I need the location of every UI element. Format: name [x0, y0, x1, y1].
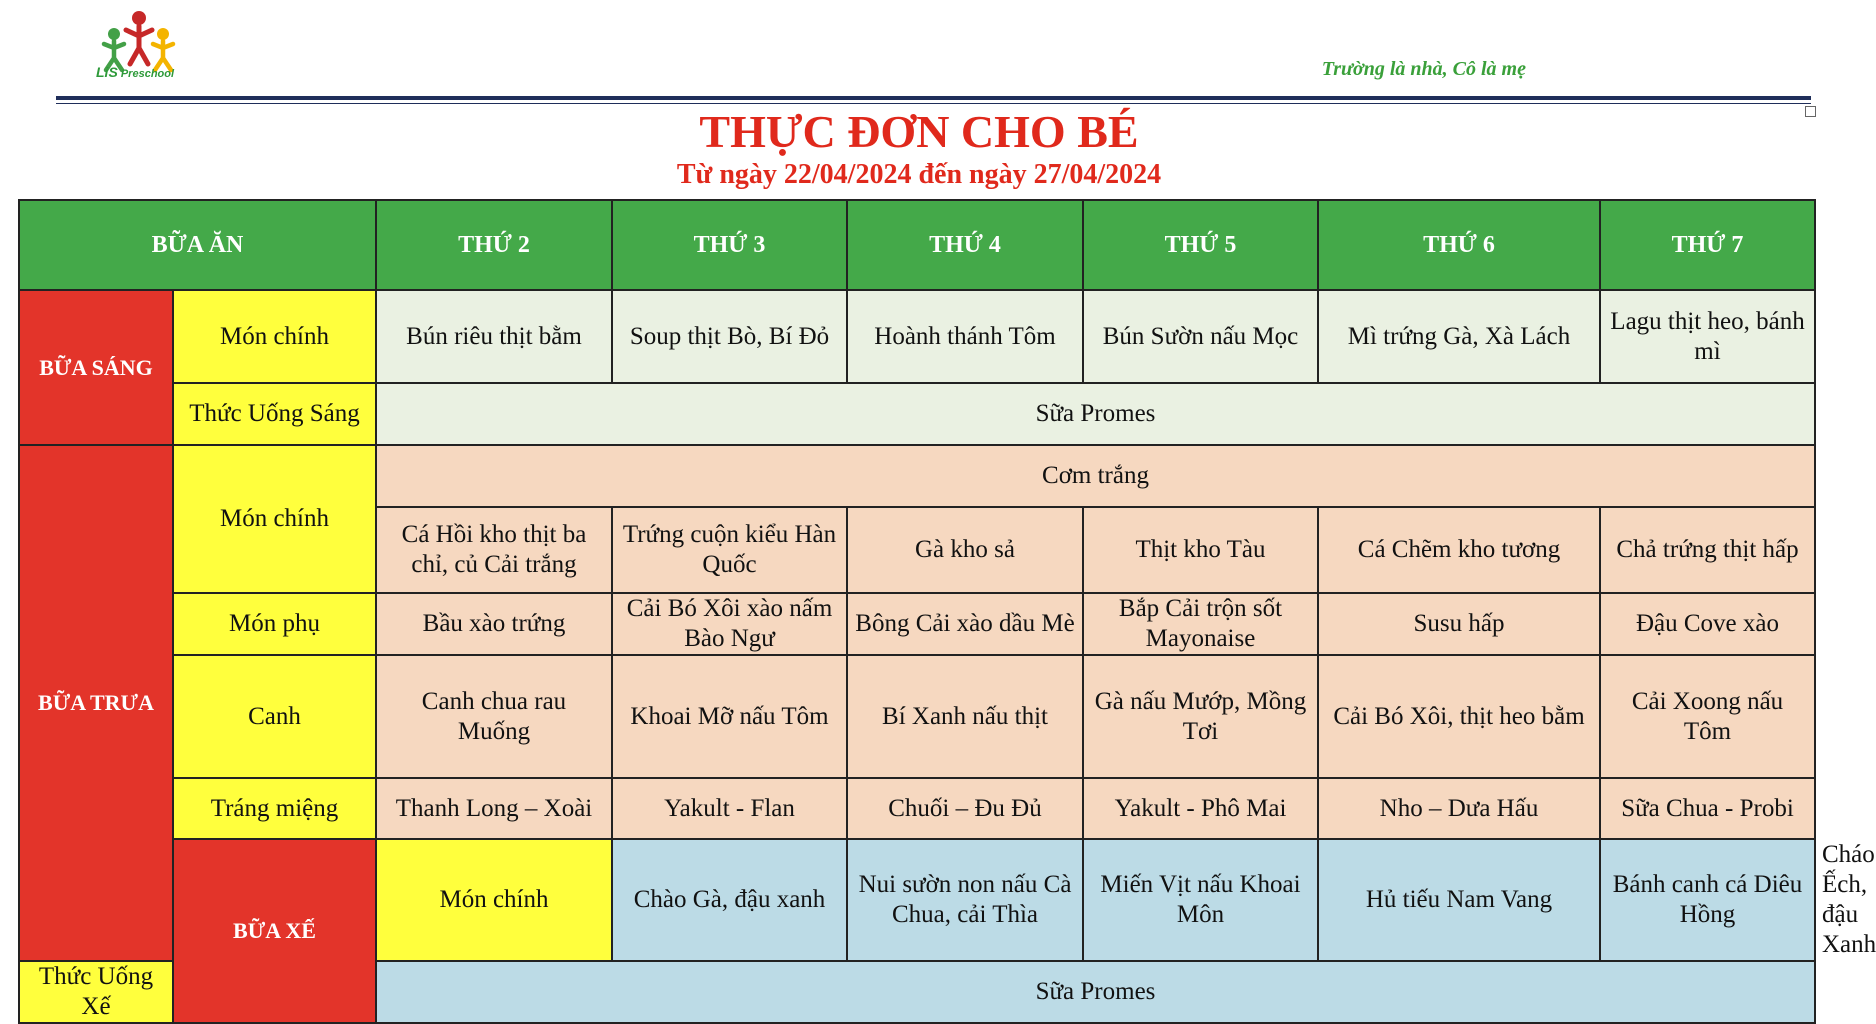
header-day: THỨ 4 — [847, 200, 1083, 290]
header-day: THỨ 7 — [1600, 200, 1815, 290]
menu-cell-merged: Sữa Promes — [376, 961, 1815, 1023]
menu-cell: Khoai Mỡ nấu Tôm — [612, 655, 847, 778]
category-label: Món chính — [173, 290, 376, 383]
header-rule-thin — [56, 103, 1811, 104]
menu-cell: Mì trứng Gà, Xà Lách — [1318, 290, 1600, 383]
logo-text: LiS Preschool — [96, 64, 175, 80]
menu-cell: Chào Gà, đậu xanh — [612, 839, 847, 961]
table-row — [19, 655, 1815, 778]
menu-cell: Bí Xanh nấu thịt — [847, 655, 1083, 778]
meal-label-breakfast: BỮA SÁNG — [19, 290, 173, 445]
menu-cell: Thanh Long – Xoài — [376, 778, 612, 839]
menu-cell: Lagu thịt heo, bánh mì — [1600, 290, 1815, 383]
menu-cell: Hủ tiếu Nam Vang — [1318, 839, 1600, 961]
menu-cell: Hoành thánh Tôm — [847, 290, 1083, 383]
menu-cell: Cải Xoong nấu Tôm — [1600, 655, 1815, 778]
menu-cell: Bông Cải xào dầu Mè — [847, 593, 1083, 655]
menu-cell: Trứng cuộn kiểu Hàn Quốc — [612, 507, 847, 593]
menu-cell: Canh chua rau Muống — [376, 655, 612, 778]
menu-cell: Gà nấu Mướp, Mồng Tơi — [1083, 655, 1318, 778]
header-day: THỨ 3 — [612, 200, 847, 290]
table-row — [19, 445, 1815, 507]
header-day: THỨ 5 — [1083, 200, 1318, 290]
menu-cell: Đậu Cove xào — [1600, 593, 1815, 655]
table-row — [19, 593, 1815, 655]
header-day: THỨ 6 — [1318, 200, 1600, 290]
menu-cell: Thịt kho Tàu — [1083, 507, 1318, 593]
category-label: Tráng miệng — [173, 778, 376, 839]
category-label: Món phụ — [173, 593, 376, 655]
header-rule — [56, 96, 1811, 100]
meal-label-lunch: BỮA TRƯA — [19, 445, 173, 961]
menu-cell: Bún Sườn nấu Mọc — [1083, 290, 1318, 383]
header-meal: BỮA ĂN — [19, 200, 376, 290]
menu-cell: Bắp Cải trộn sốt Mayonaise — [1083, 593, 1318, 655]
menu-cell: Cá Hồi kho thịt ba chỉ, củ Cải trắng — [376, 507, 612, 593]
menu-cell-merged: Sữa Promes — [376, 383, 1815, 445]
page-subtitle: Từ ngày 22/04/2024 đến ngày 27/04/2024 — [676, 159, 1162, 190]
menu-cell: Chả trứng thịt hấp — [1600, 507, 1815, 593]
menu-cell: Susu hấp — [1318, 593, 1600, 655]
menu-cell: Cá Chẽm kho tương — [1318, 507, 1600, 593]
menu-cell-merged: Cơm trắng — [376, 445, 1815, 507]
meal-label-snack: BỮA XẾ — [173, 839, 376, 1023]
menu-cell: Nui sườn non nấu Cà Chua, cải Thìa — [847, 839, 1083, 961]
category-label: Món chính — [376, 839, 612, 961]
menu-cell: Bún riêu thịt bằm — [376, 290, 612, 383]
menu-cell: Cải Bó Xôi, thịt heo bằm — [1318, 655, 1600, 778]
category-label: Món chính — [173, 445, 376, 593]
table-row — [19, 290, 1815, 383]
slogan: Trường là nhà, Cô là mẹ — [1321, 58, 1526, 80]
menu-cell: Nho – Dưa Hấu — [1318, 778, 1600, 839]
table-row — [19, 383, 1815, 445]
category-label: Canh — [173, 655, 376, 778]
menu-cell: Miến Vịt nấu Khoai Môn — [1083, 839, 1318, 961]
menu-cell: Soup thịt Bò, Bí Đỏ — [612, 290, 847, 383]
category-label: Thức Uống Xế — [19, 961, 173, 1023]
menu-cell: Bầu xào trứng — [376, 593, 612, 655]
page-title: THỰC ĐƠN CHO BÉ — [699, 106, 1139, 157]
table-row: BỮA XẾ Món chính Chào Gà, đậu xanh Nui sườn non nấu Cà Chua, cải Thìa Miến Vịt nấu Khoai Môn Hủ tiếu Nam Vang Bánh canh cá Diêu Hồng Cháo Ếch, đậu Xanh — [19, 839, 1815, 961]
menu-cell: Gà kho sả — [847, 507, 1083, 593]
menu-cell: Sữa Chua - Probi — [1600, 778, 1815, 839]
menu-cell: Yakult - Phô Mai — [1083, 778, 1318, 839]
menu-cell: Bánh canh cá Diêu Hồng — [1600, 839, 1815, 961]
menu-cell: Yakult - Flan — [612, 778, 847, 839]
category-label: Thức Uống Sáng — [173, 383, 376, 445]
menu-cell: Cải Bó Xôi xào nấm Bào Ngư — [612, 593, 847, 655]
table-row — [19, 778, 1815, 839]
menu-cell: Chuối – Đu Đủ — [847, 778, 1083, 839]
table-header-row — [19, 200, 1815, 290]
menu-table — [18, 199, 1876, 1024]
header-day: THỨ 2 — [376, 200, 612, 290]
